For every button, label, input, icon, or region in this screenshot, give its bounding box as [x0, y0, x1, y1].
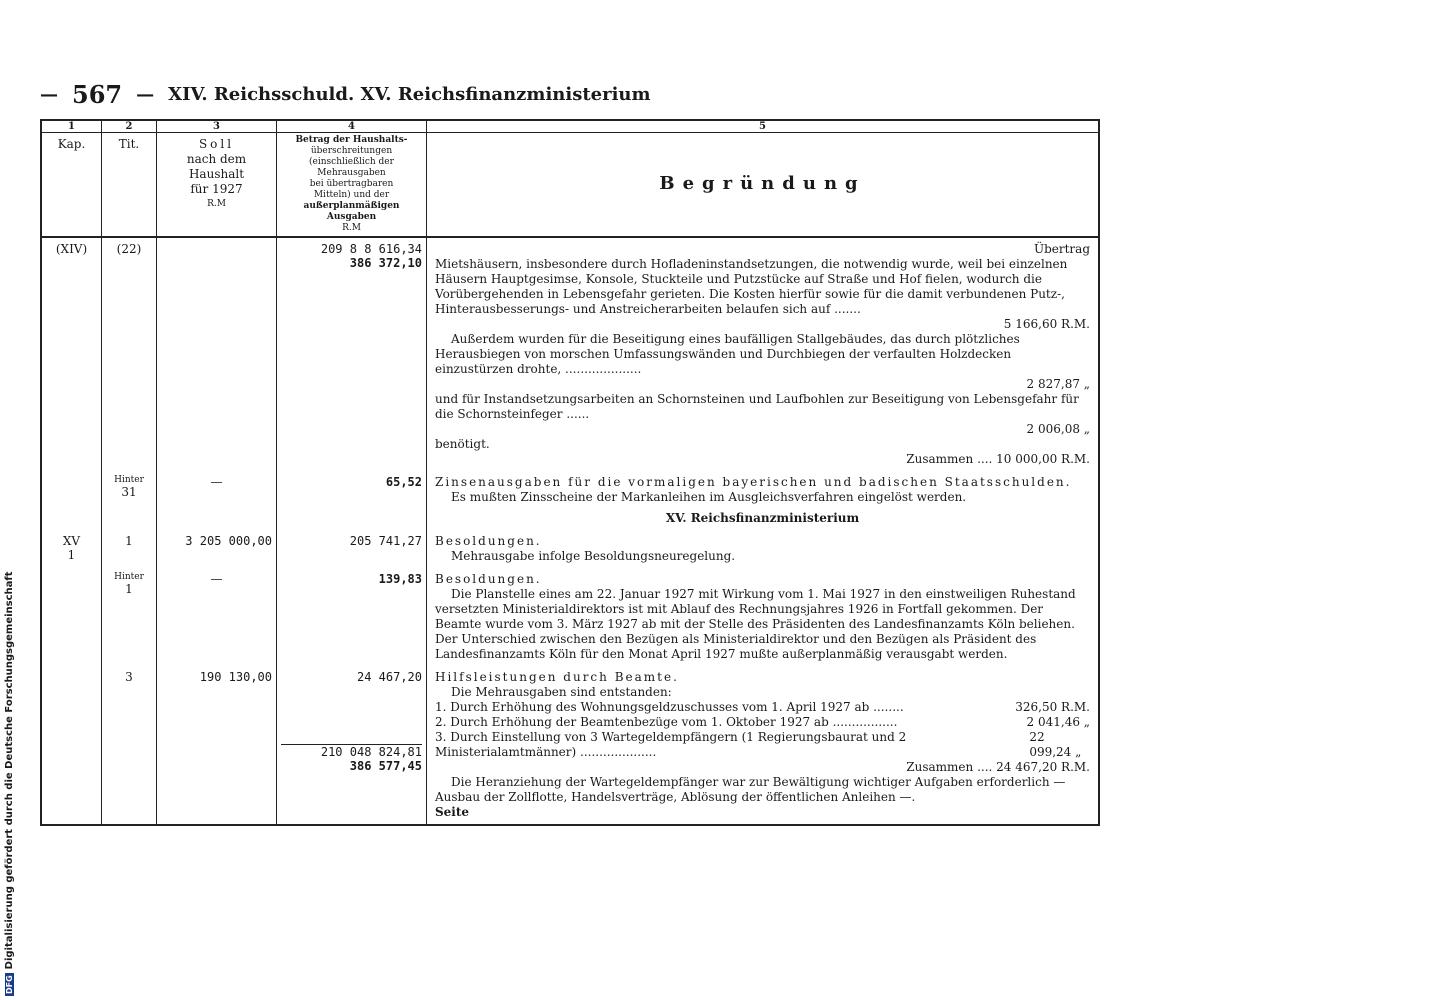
page-content-upright	[40, 80, 1100, 940]
row4-betrag: 139,83	[277, 568, 427, 666]
row1-tit: (22)	[102, 238, 157, 471]
row1-betrag: 209 8 8 616,34 386 372,10	[277, 238, 427, 471]
colnum-3: 3	[157, 121, 277, 133]
row5-begruendung: Hilfsleistungen durch Beamte. Die Mehrausgaben sind entstanden: 1. Durch Erhöhung des Wohnungsgeldzuschusses vom 1. April 1927 ab ........ 326,50 R.M. 2. Durch Erhöhung der Beamtenbezüge vom 1. Oktober 1927 ab ................. 2 041,46 „ 3. Durch Einstellung von 3 Wartegeldempfängern (1 Regierungsbaurat und 2 Ministerialamtmänner) .................... 22 099,24 „ Zusammen .... 24 467,20 R.M. Die Heranziehung der Wartegeldempfänger war zur Bewältigung wichtiger Aufgaben erforderlich — Ausbau der Zollflotte, Handelsverträge, Ablösung der öffentlichen Anleihen —. Seite	[435, 670, 1090, 819]
row4-soll: —	[157, 568, 277, 666]
footer-text: Digitalisierung gefördert durch die Deutsche Forschungsgemeinschaft	[4, 571, 15, 970]
row4-begruendung: Besoldungen. Die Planstelle eines am 22. Januar 1927 mit Wirkung vom 1. Mai 1927 in den einstweiligen Ruhestand versetzten Ministerialdirektors ist mit Ablauf des Rechnungsjahres 1926 in Fortfall gekommen. Der Beamte wurde vom 3. März 1927 ab mit der Stelle des Präsidenten des Landesfinanzamts Köln beliehen. Der Unterschied zwischen den Bezügen als Ministerialdirektor und den Bezügen als Präsident des Landesfinanzamts Köln für den Monat April 1927 mußte außerplanmäßig verausgabt werden.	[435, 572, 1076, 661]
row3-soll: 3 205 000,00	[157, 530, 277, 568]
colnum-2: 2	[102, 121, 157, 133]
row5-soll: 190 130,00	[157, 666, 277, 824]
page-header-upright: — 567 — XIV. Reichsschuld. XV. Reichsfinanzministerium	[40, 80, 651, 109]
head-begruendung: Begründung	[427, 133, 1098, 238]
row3-begruendung: Besoldungen. Mehrausgabe infolge Besoldungsneuregelung.	[435, 534, 736, 563]
running-title-upright: XIV. Reichsschuld. XV. Reichsfinanzministerium	[168, 84, 651, 105]
row2-begruendung: Zinsenausgaben für die vormaligen bayerischen und badischen Staatsschulden. Es mußten Zinsscheine der Markanleihen im Ausgleichsverfahren eingelöst werden. XV. Reichsfinanzministerium	[435, 475, 1072, 525]
head-tit: Tit.	[102, 133, 157, 238]
row2-soll: —	[157, 471, 277, 530]
row4-tit: Hinter 1	[102, 568, 157, 666]
row3-betrag: 205 741,27	[277, 530, 427, 568]
colnum-5: 5	[427, 121, 1098, 133]
colnum-4: 4	[277, 121, 427, 133]
head-kap: Kap.	[42, 133, 102, 238]
row5-betrag-and-total: 24 467,20 210 048 824,81 386 577,45	[277, 666, 427, 824]
row1-kap: (XIV)	[42, 238, 102, 471]
colnum-1: 1	[42, 121, 102, 133]
dfg-logo: DFG	[5, 975, 14, 994]
head-betrag: Betrag der Haushalts- überschreitungen (einschließlich der Mehrausgaben bei übertragbaren Mitteln) und der außerplanmäßigen Ausgaben R.M	[277, 133, 427, 238]
row3-tit: 1	[102, 530, 157, 568]
row3-kap: XV 1	[42, 530, 102, 568]
head-soll: Soll nach dem Haushalt für 1927 R.M	[157, 133, 277, 238]
row2-betrag: 65,52	[277, 471, 427, 530]
digitization-footer	[4, 571, 22, 996]
row2-tit: Hinter 31	[102, 471, 157, 530]
budget-table	[40, 119, 1100, 826]
row1-begruendung: Übertrag Mietshäusern, insbesondere durch Hofladeninstandsetzungen, die notwendig wurde, weil bei einzelnen Häusern Hauptgesimse, Konsole, Stuckteile und Putzstücke auf Straße und Hof fielen, wodurch die Vorübergehenden in Lebensgefahr gerieten. Die Kosten hierfür sowie für die damit verbundenen Putz-, Hinterausbesserungs- und Anstreicherarbeiten belaufen sich auf ....... 5 166,60 R.M. Außerdem wurden für die Beseitigung eines baufälligen Stallgebäudes, das durch plötzliches Herausbiegen von morschen Umfassungswänden und Durchbiegen der verfaulten Holzdecken einzustürzen drohte, .................... 2 827,87 „ und für Instandsetzungsarbeiten an Schornsteinen und Laufbohlen zur Beseitigung von Lebensgefahr für die Schornsteinfeger ...... 2 006,08 „ benötigt. Zusammen .... 10 000,00 R.M.	[435, 242, 1090, 466]
row5-tit: 3	[102, 666, 157, 824]
